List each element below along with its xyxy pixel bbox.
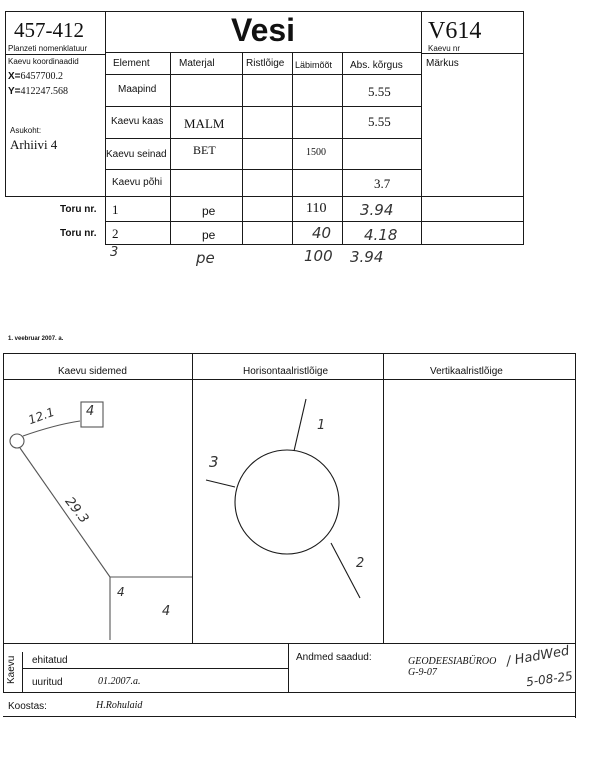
location-value: Arhiivi 4 (10, 137, 58, 152)
pipe-1-material: pe (202, 204, 216, 218)
conn-box-label: 4 (86, 404, 95, 419)
pipe-2-nr: 2 (112, 226, 119, 241)
pipe-3-diameter: 100 (304, 247, 333, 265)
row-lid-element: Kaevu kaas (111, 116, 164, 127)
section-horizontal: Horisontaalristlõige (243, 366, 329, 377)
pipe-3-height: 3.94 (350, 248, 384, 266)
row-ground-height: 5.55 (368, 84, 391, 99)
pipe-3-nr: 3 (110, 245, 119, 260)
well-id-caption: Kaevu nr (428, 44, 461, 53)
pipe-3-material: pe (196, 249, 215, 267)
pipe-2-material: pe (202, 228, 216, 242)
conn-label-3: 4 (117, 585, 125, 599)
well-id: V614 (428, 18, 482, 44)
surveyed-value: 01.2007.a. (98, 676, 141, 687)
header-material: Materjal (179, 58, 215, 69)
pipe-1-diameter: 110 (306, 201, 327, 216)
row-lid-material: MALM (184, 116, 225, 131)
map-sheet-code: 457-412 (14, 18, 84, 42)
row-bottom-height: 3.7 (374, 176, 391, 191)
row-bottom-element: Kaevu põhi (112, 177, 163, 188)
row-walls-material: BET (193, 143, 216, 157)
location-label: Asukoht: (10, 126, 42, 135)
pipe-2-diameter: 40 (312, 224, 332, 242)
data-from-note: / HadWed (505, 643, 571, 670)
conn-label-4: 4 (162, 604, 171, 619)
data-from-label: Andmed saadud: (296, 652, 372, 663)
compiled-value: H.Rohulaid (96, 700, 143, 711)
well-circle (235, 450, 339, 554)
data-from-note-date: 5-08-25 (525, 668, 574, 690)
section-connections: Kaevu sidemed (58, 366, 127, 377)
surveyed-label: uuritud (32, 677, 63, 688)
tie-line-2 (20, 448, 110, 577)
header-abs-height: Abs. kõrgus (350, 60, 403, 71)
conn-label-2: 29.3 (61, 494, 92, 527)
map-sheet-caption: Planzeti nomenklatuur (8, 44, 88, 53)
date-note: 1. veebruar 2007. a. (8, 336, 64, 342)
pipe-1-height: 3.94 (360, 201, 394, 219)
section-vertical: Vertikaalristlõige (430, 366, 503, 377)
pipe-line-1 (294, 399, 306, 451)
pipe-sketch-label-2: 2 (356, 556, 365, 571)
pipe-sketch-label-3: 3 (209, 453, 219, 471)
row-ground-element: Maapind (118, 84, 157, 95)
conn-label-1: 12.1 (26, 404, 57, 428)
built-label: ehitatud (32, 655, 68, 666)
well-symbol (10, 434, 24, 448)
data-from-value: GEODEESIABÜROO (408, 656, 497, 667)
header-element: Element (113, 58, 150, 69)
pipe-sketch-label-1: 1 (317, 418, 326, 433)
header-diameter: Läbimõõt (295, 60, 333, 70)
row-walls-diameter: 1500 (306, 147, 326, 158)
coord-y-label: Y= (8, 86, 21, 97)
coords-label: Kaevu koordinaadid (8, 57, 79, 66)
coord-x-value: 6457700.2 (20, 71, 64, 82)
compiled-label: Koostas: (8, 701, 47, 712)
pipe-1-nr: 1 (112, 202, 119, 217)
pipe-label-1: Toru nr. (60, 204, 97, 215)
remarks-label: Märkus (426, 58, 459, 69)
pipe-label-2: Toru nr. (60, 228, 97, 239)
pipe-line-3 (206, 480, 235, 487)
row-lid-height: 5.55 (368, 114, 391, 129)
coord-y-value: 412247.568 (20, 86, 69, 97)
header-cross-section: Ristlõige (246, 58, 285, 69)
coord-x-label: X= (8, 71, 21, 82)
footer-well-label: Kaevu (6, 655, 17, 684)
page-title: Vesi (231, 12, 296, 48)
data-from-code: G-9-07 (408, 667, 437, 678)
horizontal-sketch (206, 399, 360, 598)
row-walls-element: Kaevu seinad (106, 149, 167, 160)
pipe-2-height: 4.18 (364, 226, 398, 244)
